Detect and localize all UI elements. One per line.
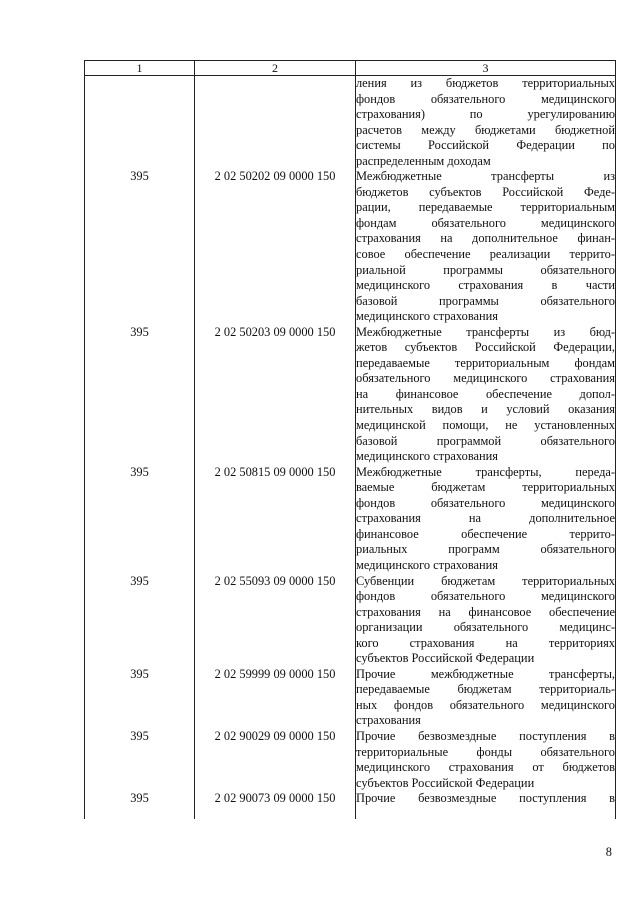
description-line: фондов обязательного медицинского [356,589,615,604]
description-line: медицинского страхования [356,309,498,324]
table-row [85,574,616,667]
column-header-2: 2 [195,61,356,76]
description-line: территориальные фонды обязательного [356,744,615,759]
description-line: риальных программ обязательного [356,542,615,557]
table-row [85,791,616,819]
column-header-1: 1 [85,61,195,76]
budget-code-cell: 2 02 50203 09 0000 150 [195,325,356,465]
budget-code-cell: 2 02 55093 09 0000 150 [195,574,356,667]
description-line: медицинского страхования от бюджетов [356,760,615,775]
page-break-spacer [356,807,615,819]
description-line: Прочие безвозмездные поступления в [356,728,615,743]
table-row [85,169,616,324]
admin-code-cell: 395 [85,325,195,465]
description-line: Прочие безвозмездные поступления в [356,791,615,806]
admin-code-cell: 395 [85,791,195,819]
description-line: системы Российской Федерации по [356,138,615,153]
admin-code-cell: 395 [85,729,195,791]
description-line: Субвенции бюджетам территориальных [356,573,615,588]
description-line: Межбюджетные трансферты из [356,169,615,184]
description-cell [356,76,616,170]
description-line: страхования на дополнительное [356,511,615,526]
description-line: ных фондов обязательного медицинского [356,697,615,712]
description-line: кого страхования на территориях [356,635,615,650]
description-line: нительных видов и условий оказания [356,402,615,417]
description-cell [356,791,616,819]
table-row [85,325,616,465]
description-line: передаваемые бюджетам территориаль- [356,682,615,697]
description-line: совое обеспечение реализации террито- [356,247,615,262]
table-header-row [85,61,616,76]
description-line: передаваемые территориальным фондам [356,355,615,370]
description-line: на финансовое обеспечение допол- [356,386,615,401]
table-row [85,729,616,791]
description-line: медицинского страхования [356,557,498,572]
description-line: бюджетов субъектов Российской Феде- [356,184,615,199]
description-line: обязательного медицинского страхования [356,371,615,386]
description-line: Межбюджетные трансферты, переда- [356,464,615,479]
description-line: ления из бюджетов территориальных [356,76,615,90]
description-cell [356,325,616,465]
description-line: жетов субъектов Российской Федерации, [356,340,615,355]
description-line: распределенным доходам [356,153,491,168]
admin-code-cell [85,76,195,170]
description-line: финансовое обеспечение террито- [356,526,615,541]
description-cell [356,667,616,729]
description-line: рации, передаваемые территориальным [356,200,615,215]
description-cell [356,574,616,667]
table-body [85,76,616,819]
description-line: расчетов между бюджетами бюджетной [356,122,615,137]
admin-code-cell: 395 [85,169,195,324]
description-line: ваемые бюджетам территориальных [356,480,615,495]
budget-code-cell: 2 02 50202 09 0000 150 [195,169,356,324]
description-cell [356,169,616,324]
description-line: медицинской помощи, не установленных [356,418,615,433]
description-line: риальной программы обязательного [356,262,615,277]
description-line: базовой программы обязательного [356,293,615,308]
budget-code-cell [195,76,356,170]
table-row [85,667,616,729]
admin-code-cell: 395 [85,574,195,667]
admin-code-cell: 395 [85,667,195,729]
table-row-continuation [85,76,616,170]
admin-code-cell: 395 [85,465,195,574]
description-line: фондов обязательного медицинского [356,495,615,510]
description-line: медицинского страхования [356,449,498,464]
budget-code-cell: 2 02 59999 09 0000 150 [195,667,356,729]
description-line: Межбюджетные трансферты из бюд- [356,324,615,339]
budget-code-cell: 2 02 50815 09 0000 150 [195,465,356,574]
description-line: медицинского страхования в части [356,278,615,293]
budget-code-cell: 2 02 90073 09 0000 150 [195,791,356,819]
description-line: субъектов Российской Федерации [356,775,535,790]
description-line: субъектов Российской Федерации [356,651,535,666]
description-line: страхования [356,713,421,728]
description-line: организации обязательного медицинс- [356,620,615,635]
page-number: 8 [605,845,612,859]
description-cell [356,729,616,791]
description-line: Прочие межбюджетные трансферты, [356,666,615,681]
budget-classification-table [84,60,616,819]
description-line: страхования) по урегулированию [356,107,615,122]
description-line: фондов обязательного медицинского [356,91,615,106]
description-line: страхования на финансовое обеспечение [356,604,615,619]
description-line: фондам обязательного медицинского [356,215,615,230]
table-row [85,465,616,574]
budget-code-cell: 2 02 90029 09 0000 150 [195,729,356,791]
column-header-3: 3 [356,61,616,76]
description-line: страхования на дополнительное финан- [356,231,615,246]
description-line: базовой программой обязательного [356,433,615,448]
description-cell [356,465,616,574]
